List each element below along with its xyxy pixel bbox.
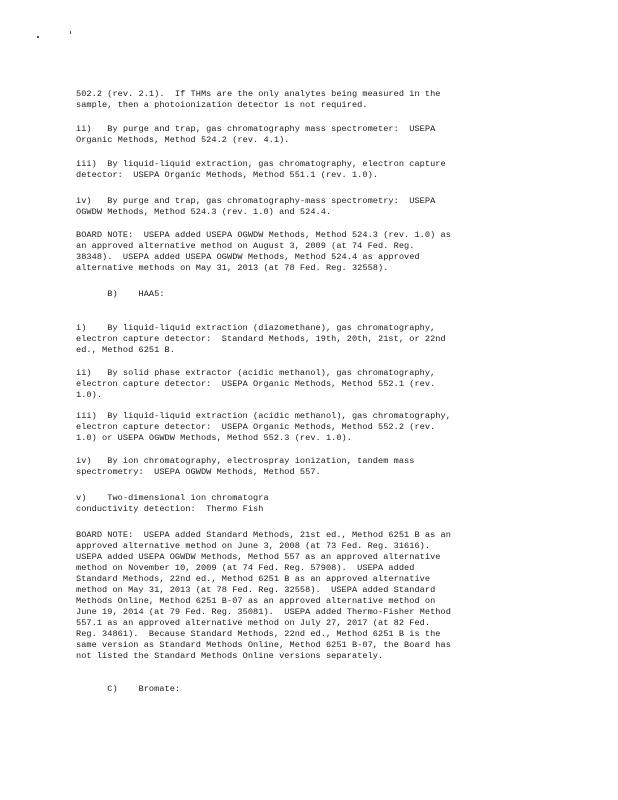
text-line: Reg. 34861). Because Standard Methods, 22nd ed., Method 6251 B is the: [76, 629, 441, 639]
text-line: iii) By liquid-liquid extraction, gas chromatography, electron capture: [76, 159, 446, 169]
section-heading-bromate: [76, 684, 538, 695]
text-line: 38348). USEPA added USEPA OGWDW Methods, Method 524.4 as approved: [76, 252, 420, 262]
text-line: iv) By purge and trap, gas chromatography-mass spectrometry: USEPA: [76, 196, 436, 206]
paragraph-item-iii: [76, 159, 538, 181]
text-line: electron capture detector: USEPA Organic Methods, Method 552.2 (rev.: [76, 422, 436, 432]
text-line: iv) By ion chromatography, electrospray ionization, tandem mass: [76, 456, 415, 466]
text-line: method on May 31, 2013 (at 78 Fed. Reg. 32558). USEPA added Standard: [76, 585, 436, 595]
text-line: iii) By liquid-liquid extraction (acidic methanol), gas chromatography,: [76, 411, 451, 421]
paragraph-haa-i: [76, 323, 538, 356]
text-line: BOARD NOTE: USEPA added USEPA OGWDW Methods, Method 524.3 (rev. 1.0) as: [76, 230, 451, 240]
board-note-2: [76, 530, 538, 662]
text-line: not listed the Standard Methods Online versions separately.: [76, 651, 384, 661]
text-line: an approved alternative method on August 3, 2009 (at 74 Fed. Reg.: [76, 241, 415, 251]
section-heading-haa5: [76, 289, 538, 300]
text-line: 1.0).: [76, 390, 103, 400]
text-line: ii) By purge and trap, gas chromatography mass spectrometer: USEPA: [76, 124, 436, 134]
text-line: electron capture detector: Standard Methods, 19th, 20th, 21st, or 22nd: [76, 334, 446, 344]
paragraph-continuation: [76, 89, 538, 111]
paragraph-haa-ii: [76, 368, 538, 401]
text-line: i) By liquid-liquid extraction (diazomethane), gas chromatography,: [76, 323, 436, 333]
text-line: BOARD NOTE: USEPA added Standard Methods, 21st ed., Method 6251 B as an: [76, 530, 451, 540]
text-line: electron capture detector: USEPA Organic Methods, Method 552.1 (rev.: [76, 379, 436, 389]
text-line: ed., Method 6251 B.: [76, 345, 175, 355]
scan-speck: [37, 36, 39, 38]
paragraph-haa-v: [76, 493, 538, 515]
text-line: B) HAA5:: [76, 289, 165, 299]
board-note-1: [76, 230, 538, 274]
text-line: June 19, 2014 (at 79 Fed. Reg. 35081). USEPA added Thermo-Fisher Method: [76, 607, 451, 617]
text-line: 557.1 as an approved alternative method on July 27, 2017 (at 82 Fed.: [76, 618, 431, 628]
text-line: Methods Online, Method 6251 B-07 as an approved alternative method on: [76, 596, 436, 606]
text-line: OGWDW Methods, Method 524.3 (rev. 1.0) and 524.4.: [76, 207, 332, 217]
paragraph-item-iv: [76, 196, 538, 218]
text-line: ii) By solid phase extractor (acidic methanol), gas chromatography,: [76, 368, 436, 378]
text-line: Standard Methods, 22nd ed., Method 6251 B as an approved alternative: [76, 574, 431, 584]
text-line: 1.0) or USEPA OGWDW Methods, Method 552.3 (rev. 1.0).: [76, 433, 352, 443]
text-line: same version as Standard Methods Online, Method 6251 B-07, the Board has: [76, 640, 451, 650]
text-line: USEPA added USEPA OGWDW Methods, Method 557 as an approved alternative: [76, 552, 441, 562]
paragraph-haa-iv: [76, 456, 538, 478]
text-line: sample, then a photoionization detector is not required.: [76, 100, 368, 110]
text-line: method on November 10, 2009 (at 74 Fed. Reg. 57908). USEPA added: [76, 563, 415, 573]
text-line: v) Two-dimensional ion chromatogra: [76, 493, 269, 503]
text-line: 502.2 (rev. 2.1). If THMs are the only analytes being measured in the: [76, 89, 441, 99]
text-line: alternative methods on May 31, 2013 (at 78 Fed. Reg. 32558).: [76, 263, 389, 273]
paragraph-haa-iii: [76, 411, 538, 444]
text-line: Organic Methods, Method 524.2 (rev. 4.1).: [76, 135, 290, 145]
text-line: detector: USEPA Organic Methods, Method 551.1 (rev. 1.0).: [76, 170, 379, 180]
text-line: approved alternative method on June 3, 2008 (at 73 Fed. Reg. 31616).: [76, 541, 431, 551]
text-line: conductivity detection: Thermo Fish: [76, 504, 264, 514]
text-line: C) Bromate:: [76, 684, 181, 694]
paragraph-item-ii: [76, 124, 538, 146]
scan-speck: [70, 31, 71, 34]
text-line: spectrometry: USEPA OGWDW Methods, Method 557.: [76, 467, 321, 477]
